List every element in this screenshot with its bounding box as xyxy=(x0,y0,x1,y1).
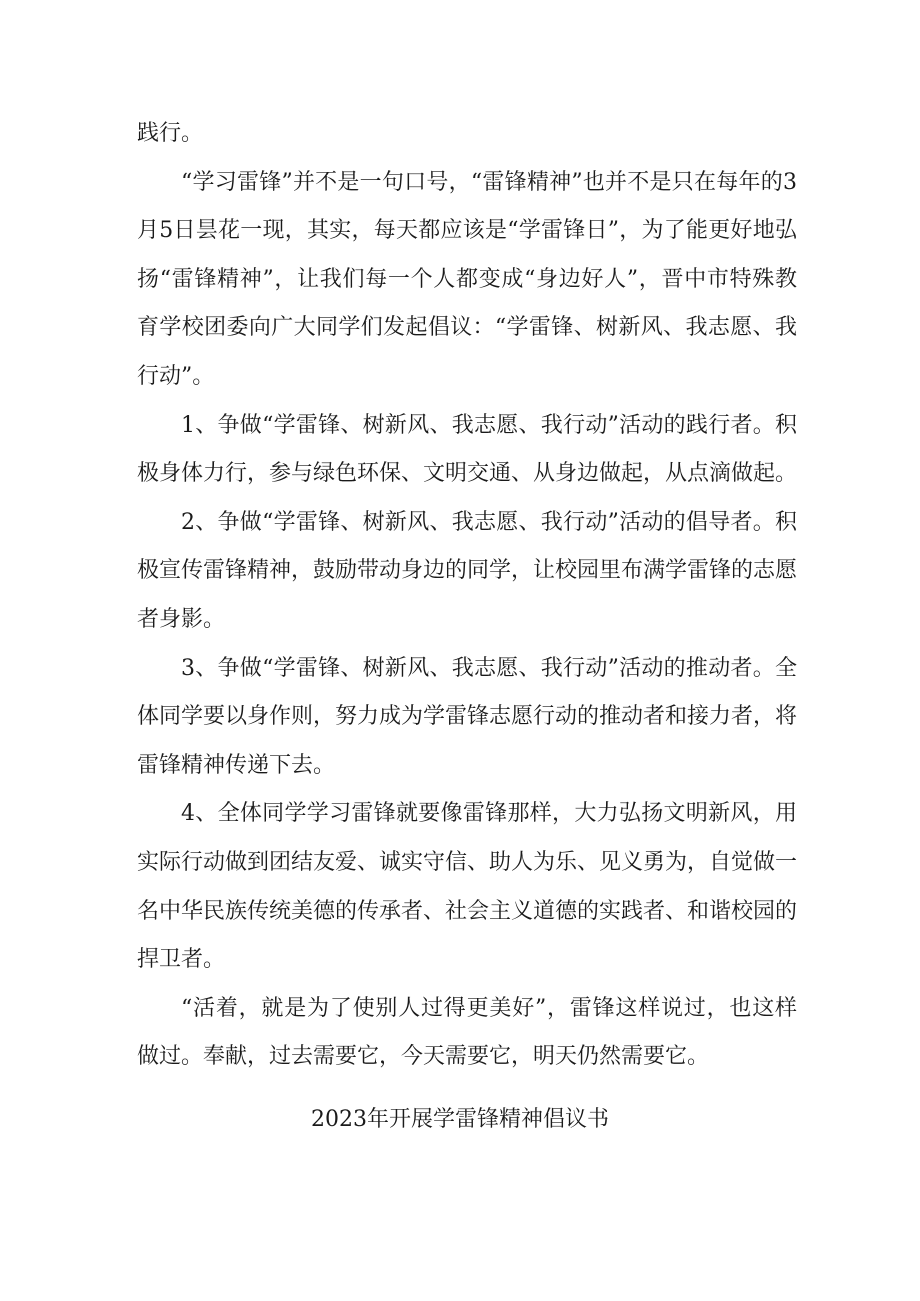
next-document-title: 2023年开展学雷锋精神倡议书 xyxy=(311,1107,609,1132)
paragraph-item-2: 2、争做“学雷锋、树新风、我志愿、我行动”活动的倡导者。积极宣传雷锋精神，鼓励带动身边的同学，让校园里布满学雷锋的志愿者身影。 xyxy=(137,509,798,632)
paragraph-item-4: 4、全体同学学习雷锋就要像雷锋那样，大力弘扬文明新风，用实际行动做到团结友爱、诚实守信、助人为乐、见义勇为，自觉做一名中华民族传统美德的传承者、社会主义道德的实践者、和谐校园的捍卫者。 xyxy=(137,801,798,973)
paragraph-item-3: 3、争做“学雷锋、树新风、我志愿、我行动”活动的推动者。全体同学要以身作则，努力成为学雷锋志愿行动的推动者和接力者，将雷锋精神传递下去。 xyxy=(137,655,798,778)
paragraph-item-1: 1、争做“学雷锋、树新风、我志愿、我行动”活动的践行者。积极身体力行，参与绿色环保、文明交通、从身边做起，从点滴做起。 xyxy=(137,412,798,487)
paragraph-intro: “学习雷锋”并不是一句口号，“雷锋精神”也并不是只在每年的3月5日昙花一现，其实，每天都应该是“学雷锋日”，为了能更好地弘扬“雷锋精神”，让我们每一个人都变成“身边好人”，晋中市特殊教育学校团委向广大同学们发起倡议：“学雷锋、树新风、我志愿、我行动”。 xyxy=(137,169,797,389)
paragraph-closing: “活着，就是为了使别人过得更美好”，雷锋这样说过，也这样做过。奉献，过去需要它，今天需要它，明天仍然需要它。 xyxy=(137,995,797,1070)
body-text xyxy=(137,110,797,1082)
paragraph-continuation: 践行。 xyxy=(137,121,204,146)
